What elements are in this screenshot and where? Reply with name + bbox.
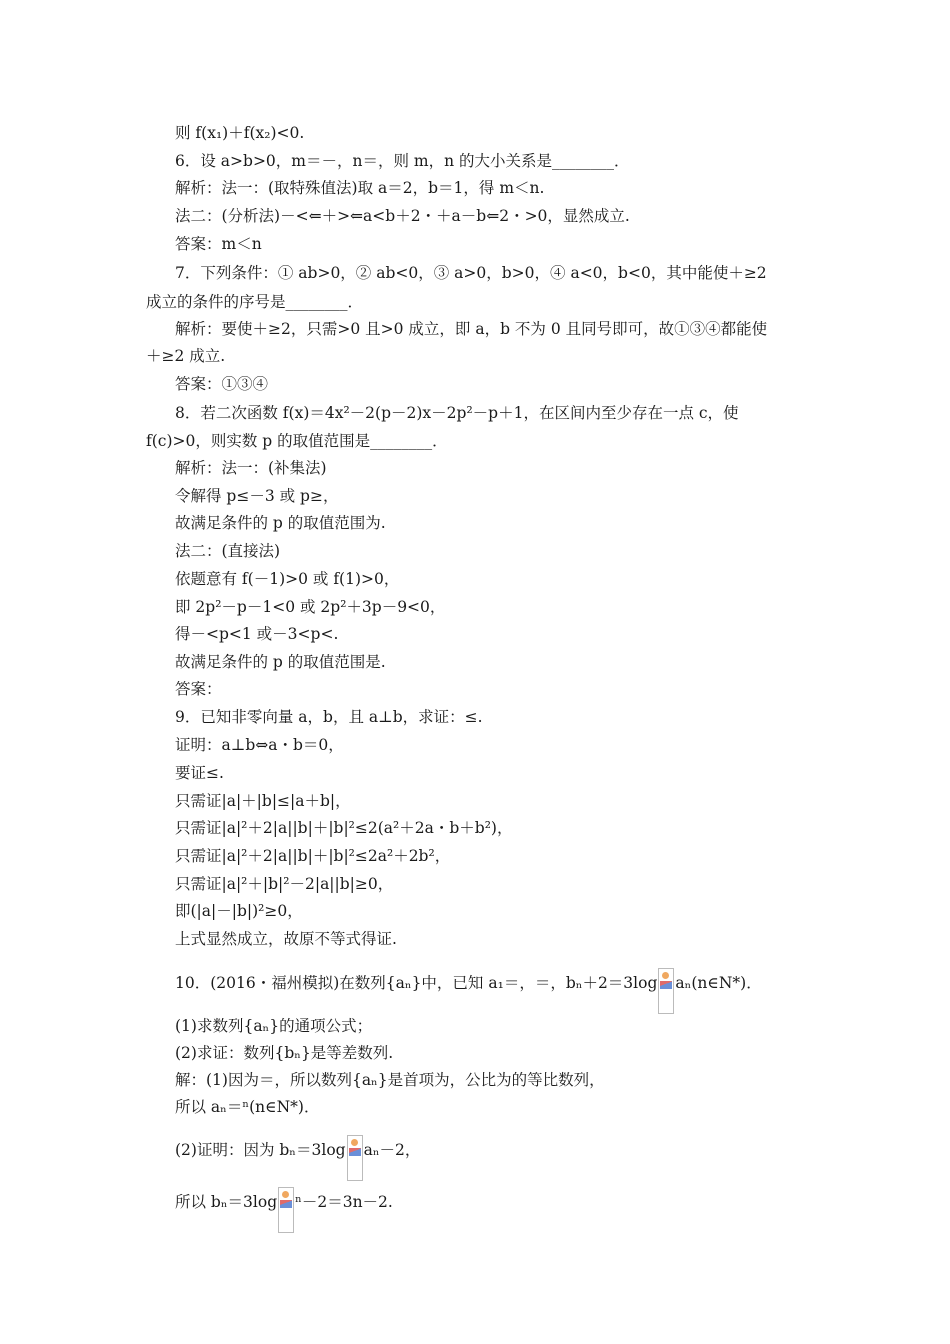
- text-span: ⁿ－2＝3n－2.: [295, 1193, 393, 1211]
- answer-line: 答案：: [175, 680, 222, 698]
- text-line: (2)求证：数列{bₙ}是等差数列.: [175, 1044, 394, 1062]
- text-span: aₙ－2，: [363, 1141, 421, 1159]
- question-8: 8．若二次函数 f(x)＝4x²－2(p－2)x－2p²－p＋1，在区间内至少存在一点 c，使: [175, 404, 739, 422]
- text-line: 即 2p²－p－1<0 或 2p²＋3p－9<0，: [175, 598, 446, 616]
- question-9: 9．已知非零向量 a，b，且 a⊥b，求证：≤.: [175, 708, 483, 726]
- text-line: [175, 1135, 420, 1181]
- text-line: 令解得 p≤－3 或 p≥，: [175, 487, 339, 505]
- text-line: 要证≤.: [175, 764, 224, 782]
- text-line: 法二：(分析法)－<⇐＋>⇐a<b＋2・＋a－b⇐2・>0，显然成立.: [175, 207, 630, 225]
- text-line: 解析：法一：(取特殊值法)取 a＝2，b＝1，得 m＜n.: [175, 179, 545, 197]
- text-line: ＋≥2 成立.: [146, 347, 226, 365]
- text-line: 上式显然成立，故原不等式得证.: [175, 930, 397, 948]
- text-line: (1)求数列{aₙ}的通项公式；: [175, 1017, 373, 1035]
- text-span: 所以 bₙ＝3log: [175, 1193, 278, 1211]
- question-10: [175, 968, 762, 1014]
- text-line: 即(|a|－|b|)²≥0，: [175, 902, 303, 920]
- broken-image-icon: [658, 968, 674, 1014]
- text-line: 所以 aₙ＝ⁿ(n∈N*)．: [175, 1098, 320, 1116]
- answer-line: 答案：m＜n: [175, 235, 262, 253]
- text-line: 法二：(直接法): [175, 542, 281, 560]
- answer-line: 答案：①③④: [175, 375, 269, 393]
- text-line: 解析：要使＋≥2，只需>0 且>0 成立，即 a，b 不为 0 且同号即可，故①③④都能使: [175, 320, 768, 338]
- text-line: [175, 1187, 393, 1233]
- text-line: f(c)>0，则实数 p 的取值范围是________．: [146, 432, 448, 450]
- text-line: 证明：a⊥b⇔a・b＝0，: [175, 736, 344, 754]
- text-span: (2)证明：因为 bₙ＝3log: [175, 1141, 346, 1159]
- text-line: 只需证|a|²＋2|a||b|＋|b|²≤2(a²＋2a・b＋b²)，: [175, 819, 513, 837]
- text-line: 成立的条件的序号是________．: [146, 293, 364, 311]
- broken-image-icon: [347, 1135, 363, 1181]
- question-6: 6．设 a>b>0，m＝－，n＝，则 m，n 的大小关系是________．: [175, 152, 630, 170]
- text-span: 10．(2016・福州模拟)在数列{aₙ}中，已知 a₁＝，＝，bₙ＋2＝3log: [175, 974, 658, 992]
- text-line: 解：(1)因为＝，所以数列{aₙ}是首项为，公比为的等比数列，: [175, 1071, 605, 1089]
- question-7: 7．下列条件：① ab>0，② ab<0，③ a>0，b>0，④ a<0，b<0，其中能使＋≥2: [175, 264, 767, 282]
- text-line: 只需证|a|²＋|b|²－2|a||b|≥0，: [175, 875, 394, 893]
- text-line: 只需证|a|＋|b|≤|a＋b|，: [175, 792, 351, 810]
- text-line: 则 f(x₁)＋f(x₂)<0.: [175, 124, 305, 142]
- text-line: 依题意有 f(－1)>0 或 f(1)>0，: [175, 570, 400, 588]
- text-line: 只需证|a|²＋2|a||b|＋|b|²≤2a²＋2b²，: [175, 847, 451, 865]
- broken-image-icon: [278, 1187, 294, 1233]
- text-span: aₙ(n∈N*)．: [675, 974, 762, 992]
- text-line: 故满足条件的 p 的取值范围是.: [175, 653, 386, 671]
- text-line: 解析：法一：(补集法): [175, 459, 327, 477]
- text-line: 故满足条件的 p 的取值范围为.: [175, 514, 386, 532]
- text-line: 得－<p<1 或－3<p<.: [175, 625, 339, 643]
